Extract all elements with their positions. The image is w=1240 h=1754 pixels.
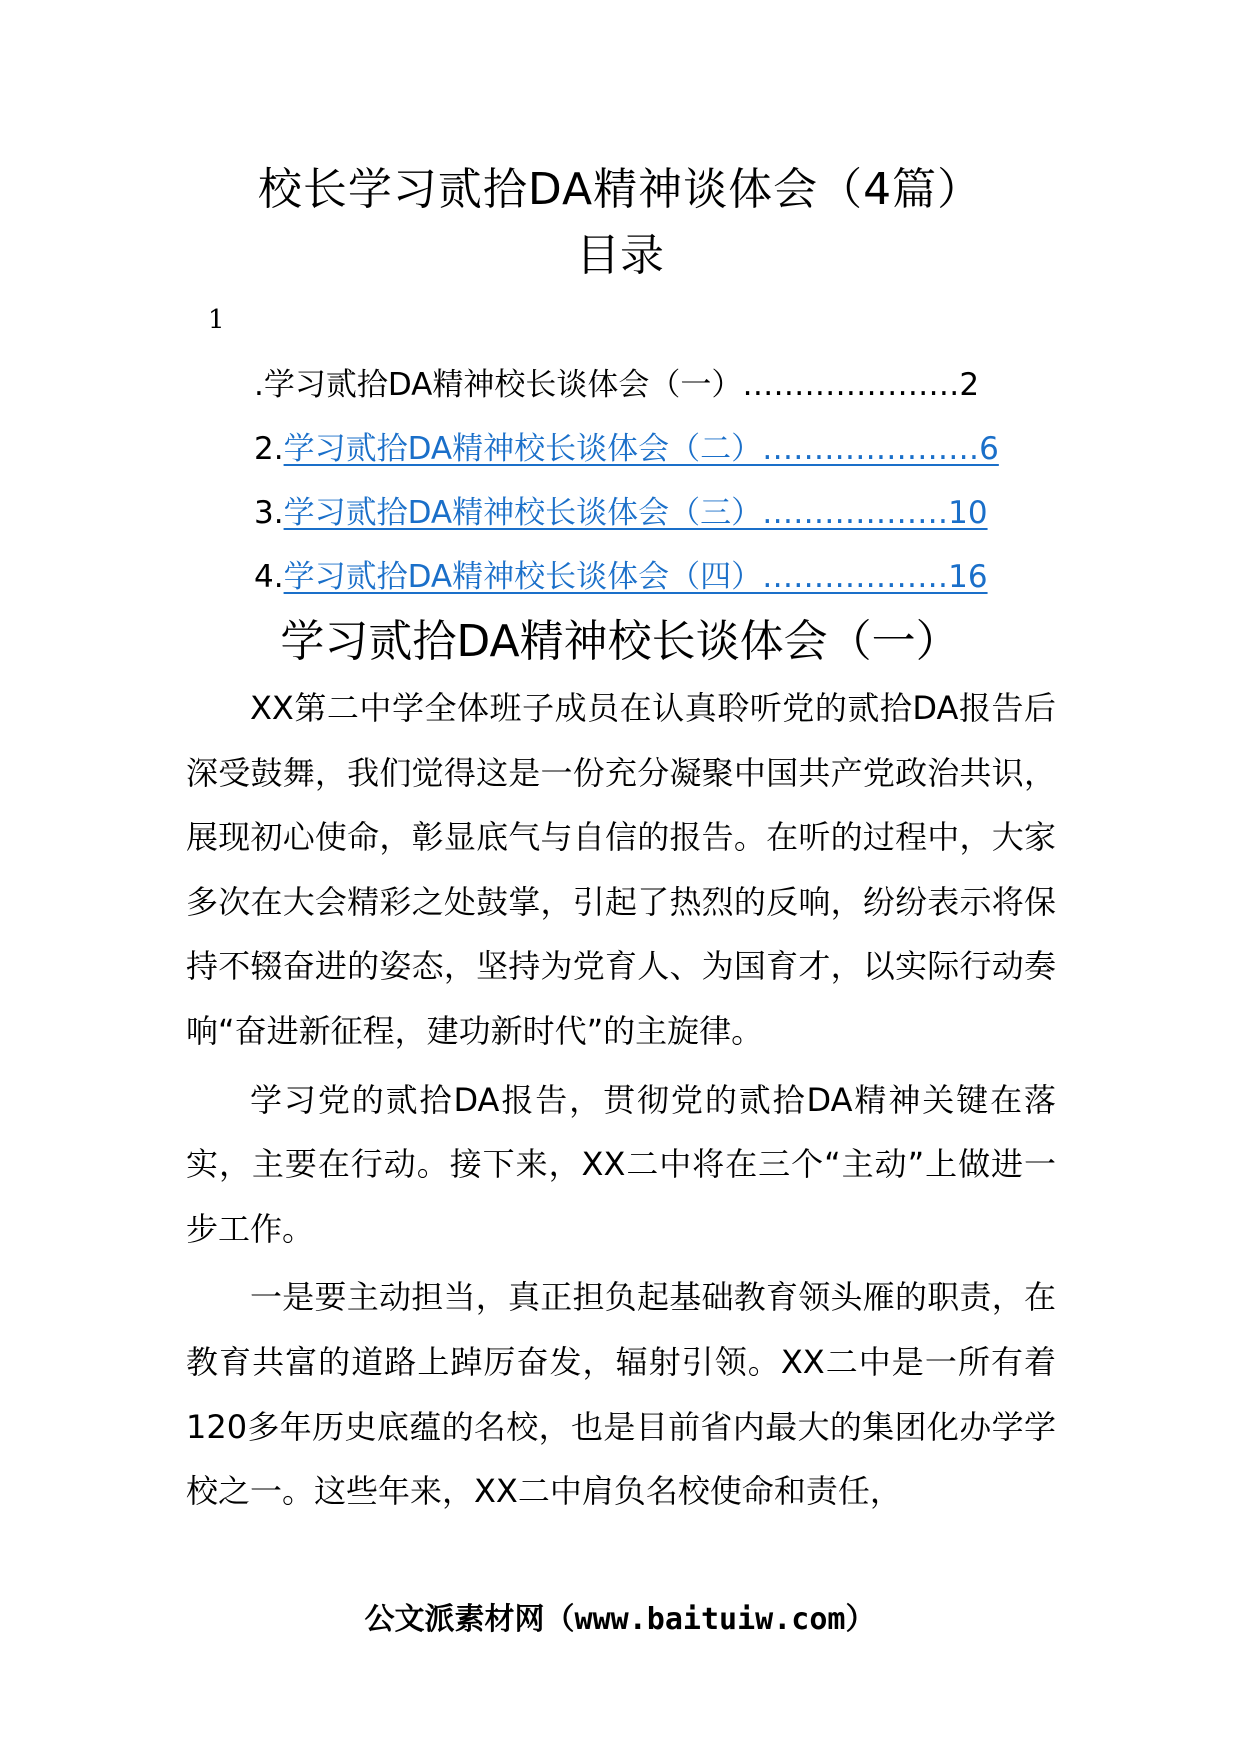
toc-link-2[interactable]: 学习贰拾DA精神校长谈体会（二）…………………6 [283,431,999,467]
toc-entry-4 [254,552,1054,616]
toc-heading: 目录 [576,230,664,281]
toc-link-4[interactable]: 学习贰拾DA精神校长谈体会（四）………………16 [283,559,988,595]
paragraph-2: 学习党的贰拾DA报告，贯彻党的贰拾DA精神关键在落实，主要在行动。接下来，XX二中将在三个“主动”上做进一步工作。 [186,1080,1056,1248]
toc-entry-2 [254,424,1054,488]
toc-link-3[interactable]: 学习贰拾DA精神校长谈体会（三）………………10 [283,495,988,531]
paragraph-3: 一是要主动担当，真正担负起基础教育领头雁的职责，在教育共富的道路上踔厉奋发，辐射引领。XX二中是一所有着120多年历史底蕴的名校，也是目前省内最大的集团化办学学校之一。这些年来，XX二中肩负名校使命和责任， [186,1278,1056,1511]
toc-entry-number: 4. [254,559,284,595]
toc-entry-number: 3. [254,495,284,531]
toc-entry-1 [254,360,1054,424]
section-title: 学习贰拾DA精神校长谈体会（一） [280,616,960,667]
toc-entry-text: .学习贰拾DA精神校长谈体会（一）…………………2 [254,367,980,403]
toc-marker: 1 [208,305,225,335]
paragraph-1: XX第二中学全体班子成员在认真聆听党的贰拾DA报告后深受鼓舞，我们觉得这是一份充分凝聚中国共产党政治共识，展现初心使命，彰显底气与自信的报告。在听的过程中，大家多次在大会精彩之处鼓掌，引起了热烈的反响，纷纷表示将保持不辍奋进的姿态，坚持为党育人、为国育才，以实际行动奏响“奋进新征程，建功新时代”的主旋律。 [186,689,1056,1050]
toc-entry-3 [254,488,1054,552]
table-of-contents [254,360,1054,616]
document-title: 校长学习贰拾DA精神谈体会（4篇） [257,164,983,215]
body-text [186,676,1056,1528]
footer-watermark: 公文派素材网（www.baituiw.com） [364,1602,876,1637]
toc-entry-number: 2. [254,431,284,467]
